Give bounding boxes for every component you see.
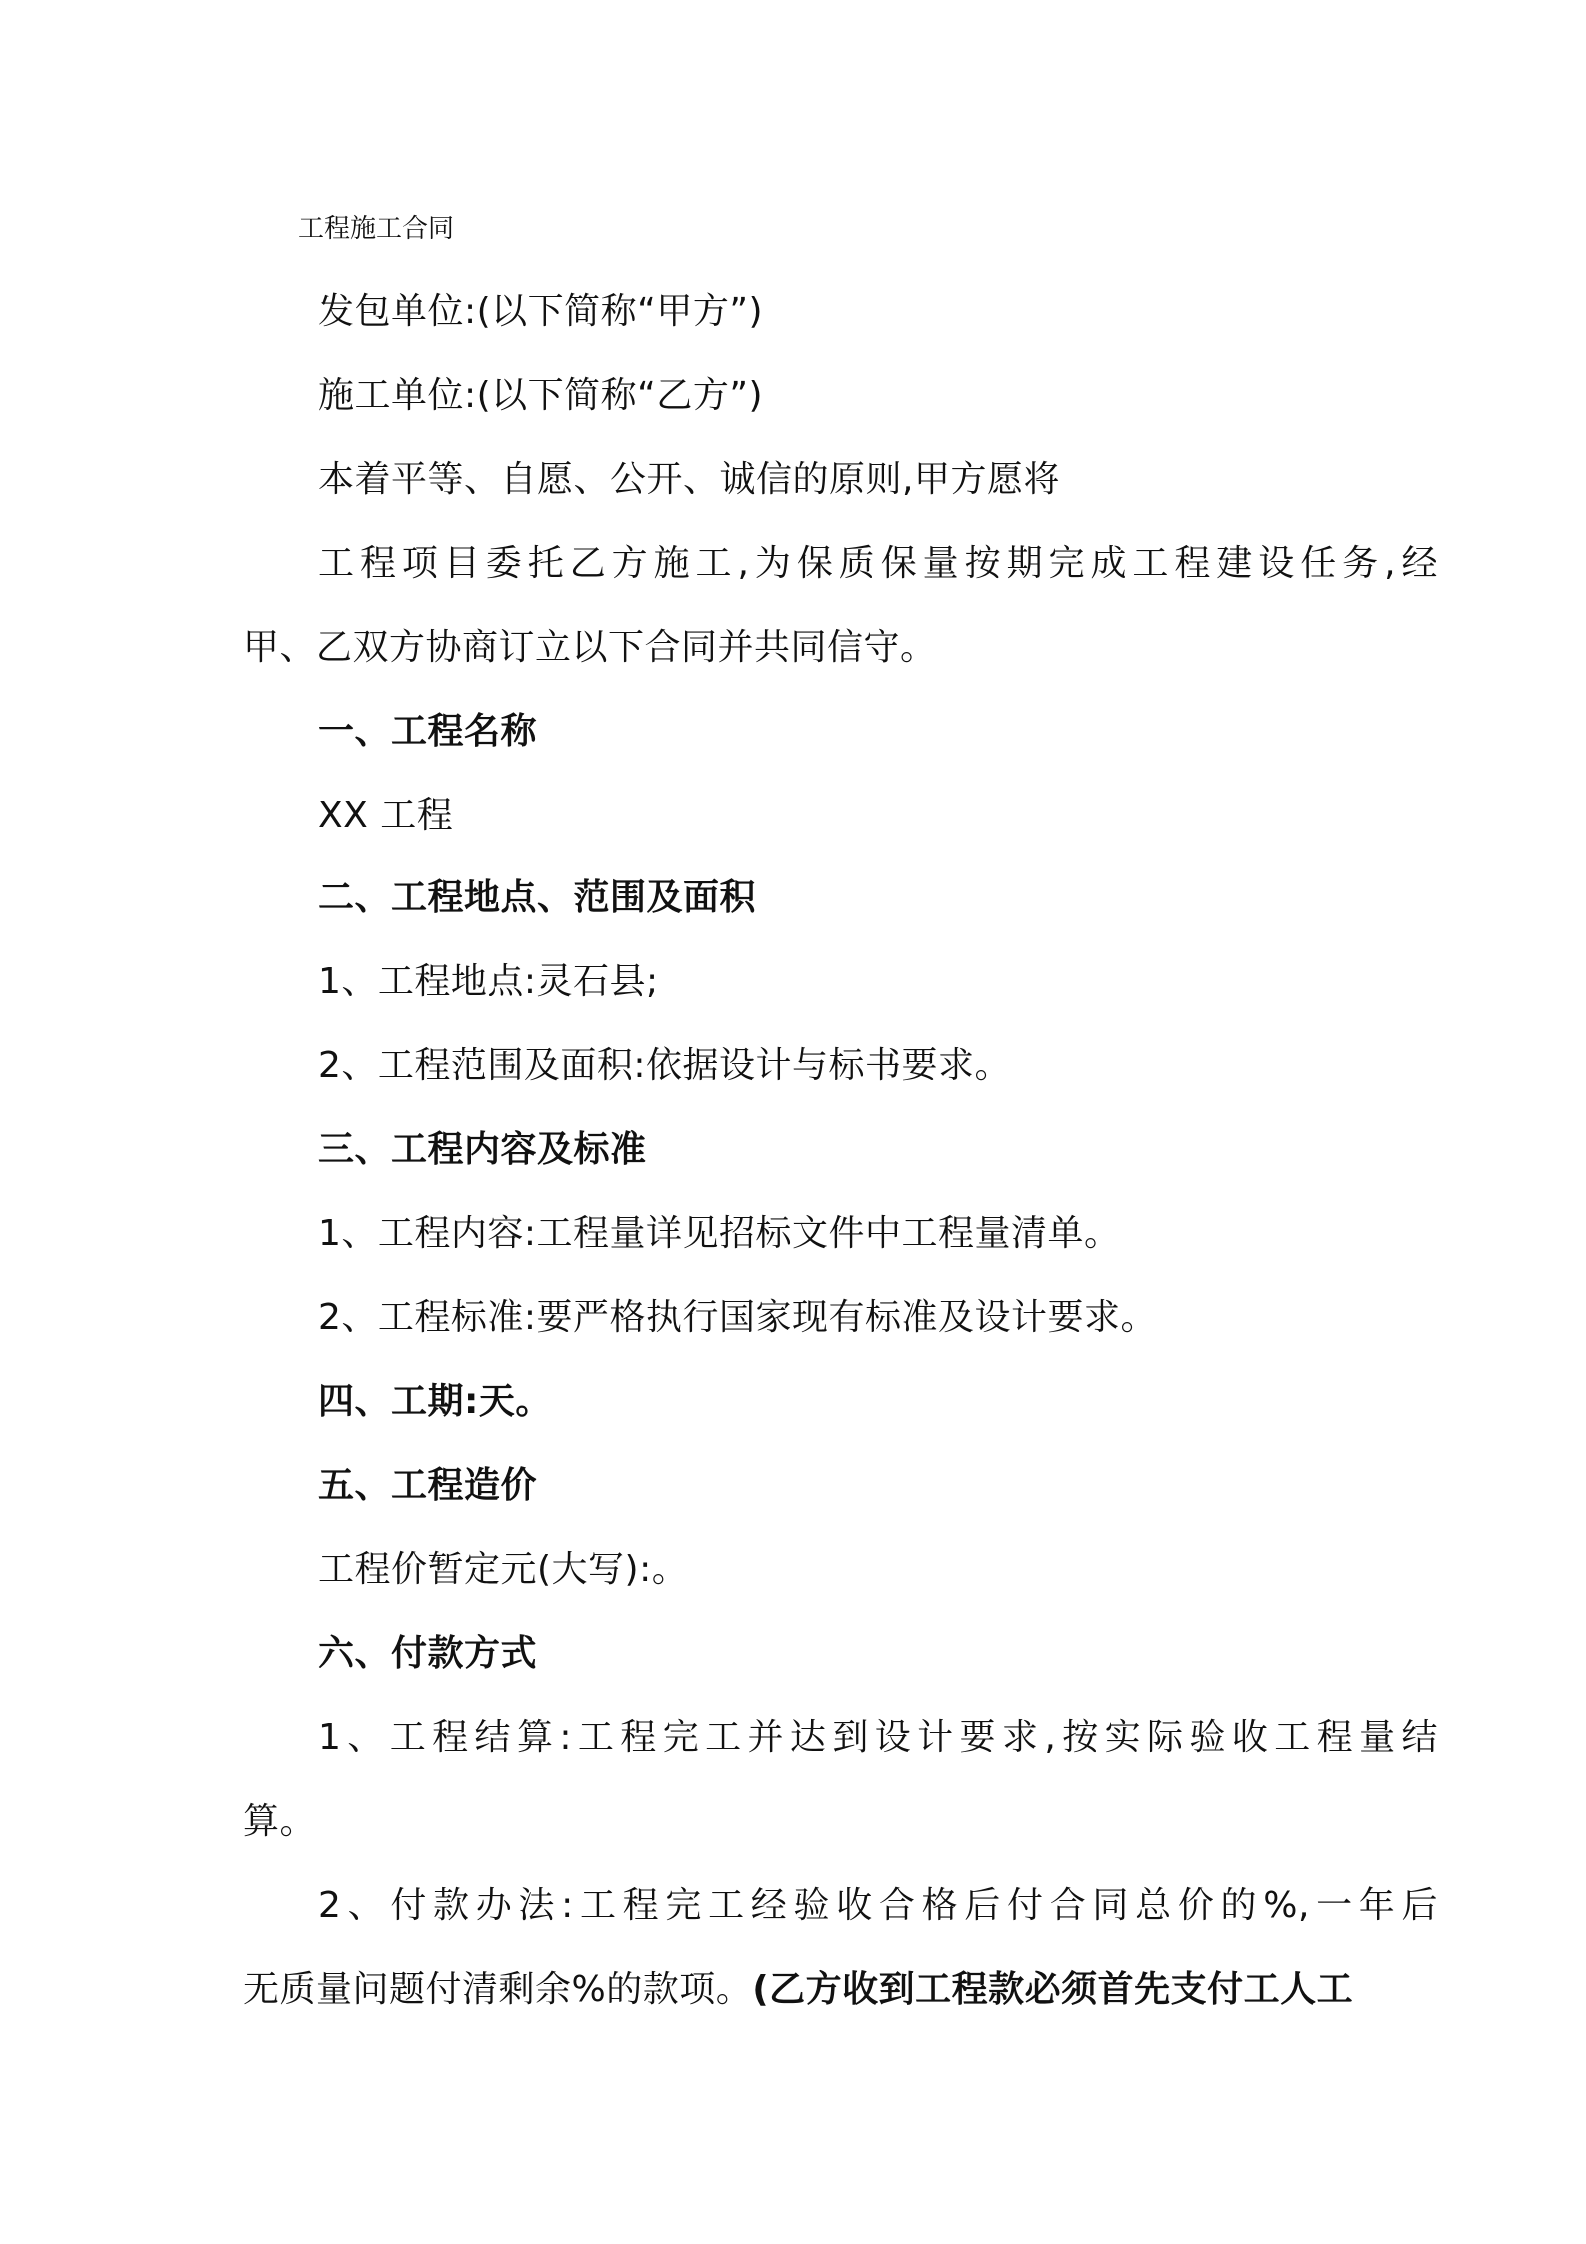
section-heading-3: 三、工程内容及标准 — [318, 1129, 647, 1170]
clause-6-2-note: (乙方收到工程款必须首先支付工人工 — [752, 1969, 1354, 2010]
clause-2-2: 2、工程范围及面积:依据设计与标书要求。 — [318, 1045, 1012, 1086]
clause-5-1: 工程价暂定元(大写):。 — [318, 1549, 689, 1590]
document-title: 工程施工合同 — [298, 214, 455, 244]
clause-6-1-text: 1、工程结算:工程完工并达到设计要求,按实际验收工程量结 — [318, 1717, 1438, 1758]
clause-2-1: 1、工程地点:灵石县; — [318, 961, 659, 1002]
clause-6-2-cont-text: 无质量问题付清剩余%的款项。 — [243, 1969, 753, 2010]
party-a-line: 发包单位:(以下简称“甲方”) — [318, 291, 764, 332]
section-heading-2: 二、工程地点、范围及面积 — [318, 877, 757, 918]
clause-3-1: 1、工程内容:工程量详见招标文件中工程量清单。 — [318, 1213, 1121, 1254]
clause-3-2: 2、工程标准:要严格执行国家现有标准及设计要求。 — [318, 1297, 1158, 1338]
section-heading-6: 六、付款方式 — [318, 1633, 538, 1674]
clause-6-2 — [318, 1881, 1438, 1931]
section-heading-4: 四、工期:天。 — [318, 1381, 552, 1422]
party-b-line: 施工单位:(以下简称“乙方”) — [318, 375, 764, 416]
project-name: XX 工程 — [318, 795, 454, 836]
preamble-text: 工程项目委托乙方施工,为保质保量按期完成工程建设任务,经 — [318, 543, 1438, 584]
preamble-line-2 — [318, 539, 1438, 589]
clause-6-2-text: 2、付款办法:工程完工经验收合格后付合同总价的%,一年后 — [318, 1885, 1438, 1926]
clause-6-1 — [318, 1713, 1438, 1763]
preamble-line: 本着平等、自愿、公开、诚信的原则,甲方愿将 — [318, 459, 1060, 500]
clause-6-1-cont: 算。 — [243, 1801, 317, 1842]
clause-6-2-cont — [243, 1965, 1353, 2015]
preamble-line-3: 甲、乙双方协商订立以下合同并共同信守。 — [243, 627, 937, 668]
section-heading-5: 五、工程造价 — [318, 1465, 538, 1506]
section-heading-1: 一、工程名称 — [318, 711, 538, 752]
